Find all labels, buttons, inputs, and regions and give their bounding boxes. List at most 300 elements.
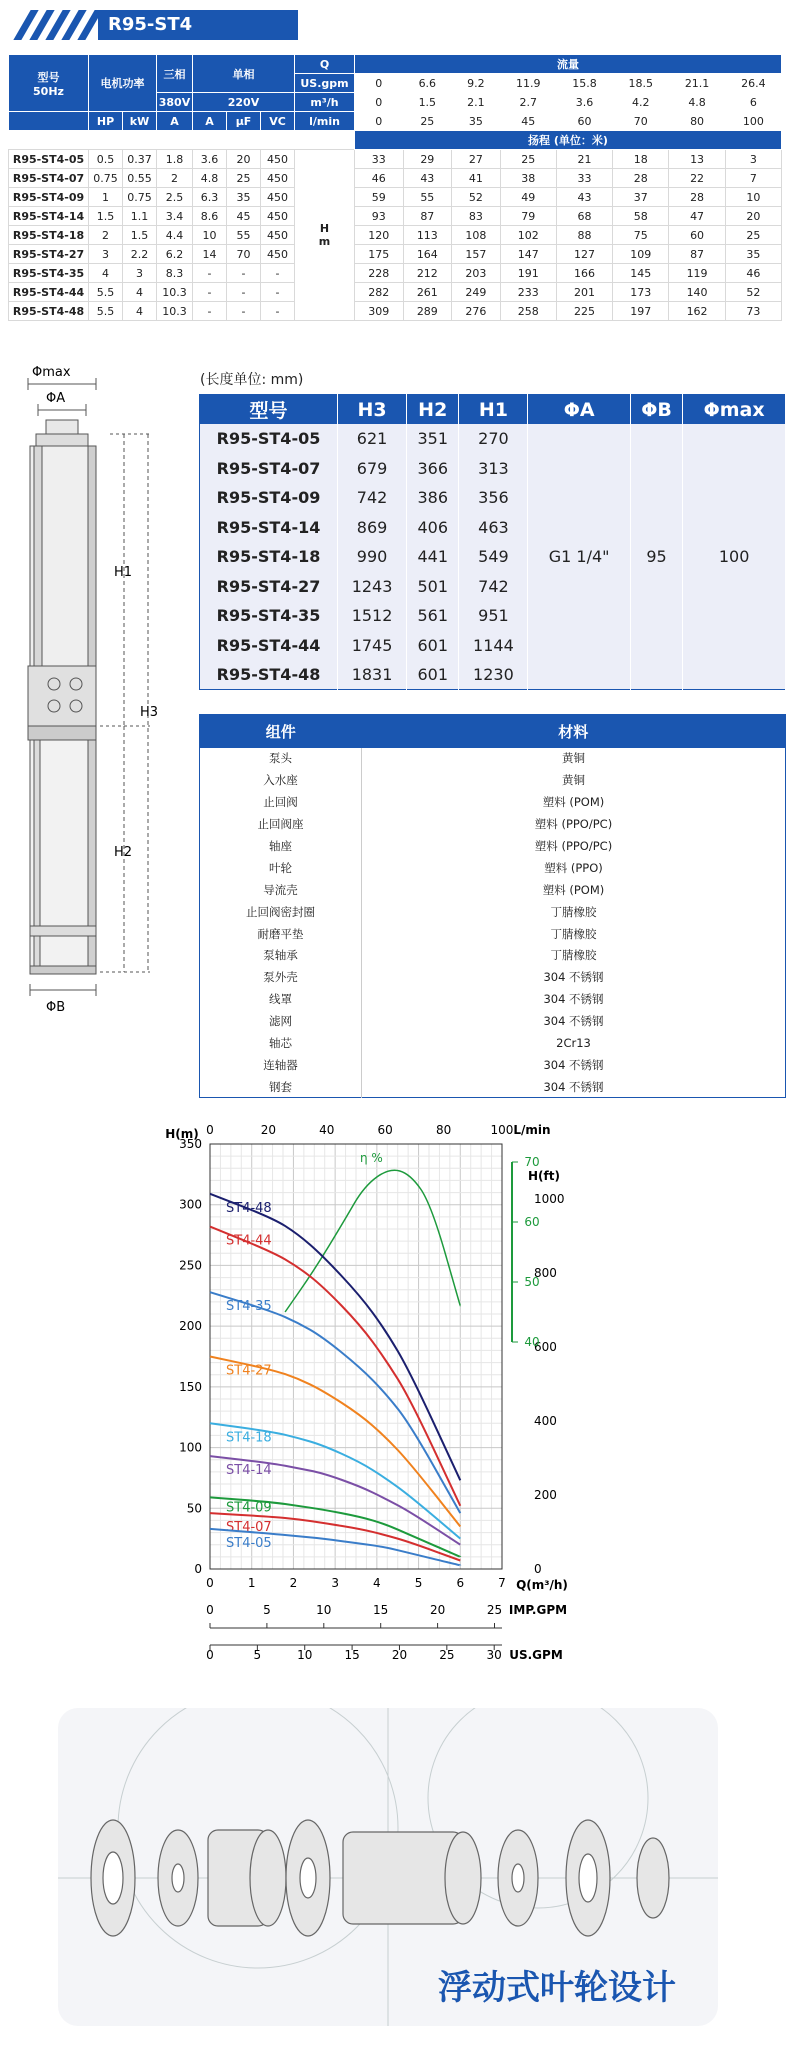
value-cell: 46 bbox=[725, 264, 781, 283]
sub-vc: VC bbox=[261, 112, 295, 131]
mat-material: 丁腈橡胶 bbox=[550, 926, 597, 941]
value-cell: 27 bbox=[452, 150, 501, 169]
value-cell: 70 bbox=[227, 245, 261, 264]
x-tick: 5 bbox=[414, 1576, 423, 1590]
value-cell: 120 bbox=[355, 226, 404, 245]
mat-part: 连轴器 bbox=[200, 1054, 362, 1076]
value-cell: 49 bbox=[500, 188, 556, 207]
dim-head-0: 型号 bbox=[200, 395, 338, 425]
value-cell: 46 bbox=[355, 169, 404, 188]
mat-part: 叶轮 bbox=[200, 857, 362, 879]
value-cell: 0.75 bbox=[89, 169, 123, 188]
mat-material: 丁腈橡胶 bbox=[550, 948, 597, 963]
value-cell: 6.2 bbox=[157, 245, 193, 264]
dim-head-3: H1 bbox=[459, 395, 528, 425]
ft-tick: 800 bbox=[534, 1265, 557, 1280]
value-cell: 43 bbox=[403, 169, 452, 188]
top-tick: 20 bbox=[260, 1123, 277, 1137]
us-tick: 15 bbox=[344, 1648, 360, 1662]
mat-part: 轴芯 bbox=[200, 1032, 362, 1054]
mat-row bbox=[200, 1010, 786, 1032]
value-cell: - bbox=[193, 264, 227, 283]
dim-value: 601 bbox=[407, 660, 459, 690]
value-cell: 25 bbox=[725, 226, 781, 245]
mat-row bbox=[200, 1054, 786, 1076]
flow-m3h-1: 1.5 bbox=[403, 93, 452, 112]
imp-tick: 20 bbox=[429, 1603, 446, 1617]
value-cell: 3 bbox=[89, 245, 123, 264]
mat-part: 耐磨平垫 bbox=[200, 923, 362, 945]
curve-label-ST4-35: ST4-35 bbox=[226, 1299, 272, 1315]
imp-tick: 0 bbox=[206, 1603, 214, 1617]
value-cell: 75 bbox=[613, 226, 669, 245]
value-cell: 191 bbox=[500, 264, 556, 283]
mat-row bbox=[200, 966, 786, 988]
value-cell: 59 bbox=[355, 188, 404, 207]
value-cell: 88 bbox=[556, 226, 612, 245]
curve-label-ST4-09: ST4-09 bbox=[226, 1500, 272, 1516]
dim-model: R95-ST4-09 bbox=[200, 483, 338, 513]
dim-value: 366 bbox=[407, 454, 459, 484]
value-cell: 35 bbox=[227, 188, 261, 207]
y-tick: 200 bbox=[179, 1319, 202, 1334]
curve-label-ST4-05: ST4-05 bbox=[226, 1535, 272, 1551]
imp-tick: 25 bbox=[486, 1603, 503, 1617]
value-cell: 203 bbox=[452, 264, 501, 283]
dim-row bbox=[200, 424, 786, 454]
value-cell: 249 bbox=[452, 283, 501, 302]
mat-material: 黄铜 bbox=[562, 773, 585, 788]
mat-part: 导流壳 bbox=[200, 879, 362, 901]
x-axis-label: Q(m³/h) bbox=[516, 1578, 568, 1592]
imp-label: IMP.GPM bbox=[508, 1603, 568, 1617]
value-cell: 197 bbox=[613, 302, 669, 321]
us-tick: 10 bbox=[297, 1648, 313, 1662]
mat-part: 泵轴承 bbox=[200, 945, 362, 967]
x-tick: 3 bbox=[331, 1576, 339, 1590]
title-banner bbox=[8, 10, 298, 40]
value-cell: 450 bbox=[261, 169, 295, 188]
col-q: Q bbox=[295, 55, 355, 74]
ft-axis-label: H(ft) bbox=[528, 1168, 560, 1183]
dim-value: 1243 bbox=[338, 572, 407, 602]
curve-label-ST4-07: ST4-07 bbox=[226, 1520, 272, 1536]
curve-label-ST4-27: ST4-27 bbox=[226, 1363, 272, 1379]
value-cell: 22 bbox=[669, 169, 725, 188]
pump-drawing bbox=[10, 366, 160, 1016]
mat-row bbox=[200, 901, 786, 923]
value-cell: 28 bbox=[669, 188, 725, 207]
eta-tick: 60 bbox=[524, 1215, 540, 1229]
model-cell: R95-ST4-07 bbox=[9, 169, 89, 188]
value-cell: 102 bbox=[500, 226, 556, 245]
value-cell: 18 bbox=[613, 150, 669, 169]
mat-row bbox=[200, 923, 786, 945]
col-three-phase: 三相 bbox=[157, 55, 193, 93]
mat-material: 塑料 (POM) bbox=[542, 795, 605, 810]
eta-tick: 40 bbox=[524, 1335, 540, 1349]
dim-head-6: Φmax bbox=[683, 395, 786, 425]
mat-row bbox=[200, 791, 786, 813]
h1-label: H1 bbox=[114, 565, 133, 580]
top-tick: 80 bbox=[435, 1123, 452, 1137]
value-cell: 8.3 bbox=[157, 264, 193, 283]
ft-tick: 200 bbox=[534, 1487, 557, 1502]
value-cell: 225 bbox=[556, 302, 612, 321]
y-tick: 100 bbox=[179, 1440, 202, 1455]
dim-model: R95-ST4-35 bbox=[200, 601, 338, 631]
value-cell: 4 bbox=[89, 264, 123, 283]
top-axis-label: L/min bbox=[513, 1123, 551, 1137]
value-cell: 450 bbox=[261, 245, 295, 264]
head-label: 扬程 (单位：米) bbox=[355, 131, 782, 150]
mat-material: 塑料 (PPO/PC) bbox=[534, 817, 613, 832]
value-cell: 127 bbox=[556, 245, 612, 264]
y-tick: 250 bbox=[179, 1258, 202, 1273]
imp-tick: 10 bbox=[316, 1603, 332, 1617]
ft-tick: 400 bbox=[534, 1413, 557, 1428]
curve-label-ST4-48: ST4-48 bbox=[226, 1200, 272, 1216]
y-axis-label: H(m) bbox=[165, 1127, 199, 1141]
dim-value: 356 bbox=[459, 483, 528, 513]
value-cell: 7 bbox=[725, 169, 781, 188]
sub-blank bbox=[9, 112, 89, 131]
value-cell: 289 bbox=[403, 302, 452, 321]
y-tick: 0 bbox=[194, 1562, 202, 1576]
value-cell: 2 bbox=[157, 169, 193, 188]
us-label: US.GPM bbox=[509, 1648, 563, 1662]
perf-row bbox=[9, 302, 782, 321]
ft-tick: 1000 bbox=[534, 1191, 565, 1206]
perf-row bbox=[9, 207, 782, 226]
unit-m3h: m³/h bbox=[295, 93, 355, 112]
value-cell: 83 bbox=[452, 207, 501, 226]
h2-label: H2 bbox=[114, 845, 133, 860]
x-tick: 0 bbox=[206, 1576, 214, 1590]
mat-row bbox=[200, 769, 786, 791]
mat-row bbox=[200, 879, 786, 901]
mat-row bbox=[200, 945, 786, 967]
value-cell: 52 bbox=[452, 188, 501, 207]
dim-value: 351 bbox=[407, 424, 459, 454]
value-cell: 37 bbox=[613, 188, 669, 207]
x-tick: 7 bbox=[498, 1576, 506, 1590]
flow-gpm-6: 21.1 bbox=[669, 74, 725, 93]
dim-phimax: 100 bbox=[683, 424, 786, 690]
mat-part: 泵头 bbox=[200, 748, 362, 770]
imp-tick: 5 bbox=[263, 1603, 271, 1617]
value-cell: 282 bbox=[355, 283, 404, 302]
mat-row bbox=[200, 748, 786, 770]
flow-gpm-1: 6.6 bbox=[403, 74, 452, 93]
col-single-phase: 单相 bbox=[193, 55, 295, 93]
us-tick: 0 bbox=[206, 1648, 214, 1662]
dim-value: 1745 bbox=[338, 631, 407, 661]
value-cell: 3.4 bbox=[157, 207, 193, 226]
value-cell: 450 bbox=[261, 207, 295, 226]
volt-220: 220V bbox=[193, 93, 295, 112]
value-cell: 157 bbox=[452, 245, 501, 264]
flow-gpm-2: 9.2 bbox=[452, 74, 501, 93]
flow-lmin-5: 70 bbox=[613, 112, 669, 131]
imp-tick: 15 bbox=[373, 1603, 389, 1617]
flow-gpm-4: 15.8 bbox=[556, 74, 612, 93]
dim-phia: G1 1/4" bbox=[528, 424, 630, 690]
dim-head-1: H3 bbox=[338, 395, 407, 425]
materials-table bbox=[199, 714, 786, 1098]
value-cell: 52 bbox=[725, 283, 781, 302]
value-cell: 173 bbox=[613, 283, 669, 302]
value-cell: 175 bbox=[355, 245, 404, 264]
col-flow: 流量 bbox=[355, 55, 782, 74]
value-cell: 3.6 bbox=[193, 150, 227, 169]
value-cell: 41 bbox=[452, 169, 501, 188]
value-cell: 6.3 bbox=[193, 188, 227, 207]
dimension-table bbox=[199, 394, 786, 690]
mat-row bbox=[200, 813, 786, 835]
flow-lmin-6: 80 bbox=[669, 112, 725, 131]
flow-lmin-7: 100 bbox=[725, 112, 781, 131]
value-cell: 4.4 bbox=[157, 226, 193, 245]
value-cell: 1.5 bbox=[89, 207, 123, 226]
value-cell: 45 bbox=[227, 207, 261, 226]
flow-gpm-7: 26.4 bbox=[725, 74, 781, 93]
value-cell: 228 bbox=[355, 264, 404, 283]
value-cell: 47 bbox=[669, 207, 725, 226]
stripes-decoration bbox=[8, 10, 98, 40]
y-tick: 350 bbox=[179, 1137, 202, 1151]
phib-label: ΦB bbox=[46, 1000, 66, 1015]
value-cell: 276 bbox=[452, 302, 501, 321]
value-cell: 20 bbox=[725, 207, 781, 226]
perf-row bbox=[9, 188, 782, 207]
flow-m3h-6: 4.8 bbox=[669, 93, 725, 112]
eta-tick: 50 bbox=[524, 1275, 540, 1289]
value-cell: 140 bbox=[669, 283, 725, 302]
perf-row bbox=[9, 264, 782, 283]
value-cell: 2.2 bbox=[123, 245, 157, 264]
value-cell: - bbox=[193, 283, 227, 302]
col-power: 电机功率 bbox=[89, 55, 157, 112]
mat-material: 304 不锈钢 bbox=[543, 992, 604, 1007]
dim-model: R95-ST4-27 bbox=[200, 572, 338, 602]
value-cell: 3 bbox=[725, 150, 781, 169]
dim-model: R95-ST4-18 bbox=[200, 542, 338, 572]
mat-part: 钢套 bbox=[200, 1076, 362, 1098]
value-cell: 164 bbox=[403, 245, 452, 264]
value-cell: - bbox=[227, 283, 261, 302]
flow-m3h-0: 0 bbox=[355, 93, 404, 112]
mat-head-material: 材料 bbox=[362, 715, 786, 748]
flow-m3h-4: 3.6 bbox=[556, 93, 612, 112]
mat-row bbox=[200, 1032, 786, 1054]
perf-row bbox=[9, 169, 782, 188]
value-cell: 10 bbox=[193, 226, 227, 245]
dim-value: 742 bbox=[338, 483, 407, 513]
sub-hp: HP bbox=[89, 112, 123, 131]
dim-value: 386 bbox=[407, 483, 459, 513]
value-cell: 33 bbox=[355, 150, 404, 169]
dim-value: 1831 bbox=[338, 660, 407, 690]
head-unit: H m bbox=[295, 150, 355, 321]
mat-row bbox=[200, 857, 786, 879]
ft-tick: 0 bbox=[534, 1562, 542, 1576]
dim-value: 463 bbox=[459, 513, 528, 543]
top-tick: 0 bbox=[206, 1123, 214, 1137]
mat-part: 滤网 bbox=[200, 1010, 362, 1032]
sub-uf: μF bbox=[227, 112, 261, 131]
volt-380: 380V bbox=[157, 93, 193, 112]
value-cell: 4 bbox=[123, 302, 157, 321]
value-cell: 450 bbox=[261, 226, 295, 245]
value-cell: 25 bbox=[227, 169, 261, 188]
dim-value: 406 bbox=[407, 513, 459, 543]
mat-part: 止回阀密封圈 bbox=[200, 901, 362, 923]
value-cell: - bbox=[193, 302, 227, 321]
model-cell: R95-ST4-44 bbox=[9, 283, 89, 302]
value-cell: 43 bbox=[556, 188, 612, 207]
perf-row bbox=[9, 245, 782, 264]
value-cell: 450 bbox=[261, 150, 295, 169]
dim-phib: 95 bbox=[630, 424, 682, 690]
sub-a: A bbox=[157, 112, 193, 131]
curve-label-ST4-14: ST4-14 bbox=[226, 1463, 272, 1479]
value-cell: 0.37 bbox=[123, 150, 157, 169]
top-tick: 100 bbox=[490, 1123, 514, 1137]
dim-value: 951 bbox=[459, 601, 528, 631]
y-tick: 300 bbox=[179, 1197, 202, 1212]
dim-value: 1230 bbox=[459, 660, 528, 690]
value-cell: 201 bbox=[556, 283, 612, 302]
value-cell: 119 bbox=[669, 264, 725, 283]
dim-value: 501 bbox=[407, 572, 459, 602]
mat-material: 304 不锈钢 bbox=[543, 1057, 604, 1072]
mat-row bbox=[200, 988, 786, 1010]
x-tick: 6 bbox=[456, 1576, 465, 1590]
value-cell: 1 bbox=[89, 188, 123, 207]
value-cell: 309 bbox=[355, 302, 404, 321]
unit-lmin: l/min bbox=[295, 112, 355, 131]
value-cell: - bbox=[261, 302, 295, 321]
us-tick: 30 bbox=[486, 1648, 502, 1662]
value-cell: 87 bbox=[403, 207, 452, 226]
dim-value: 1512 bbox=[338, 601, 407, 631]
dim-value: 869 bbox=[338, 513, 407, 543]
value-cell: 79 bbox=[500, 207, 556, 226]
top-tick: 40 bbox=[319, 1123, 335, 1137]
value-cell: 233 bbox=[500, 283, 556, 302]
value-cell: 68 bbox=[556, 207, 612, 226]
mat-part: 止回阀座 bbox=[200, 813, 362, 835]
model-cell: R95-ST4-35 bbox=[9, 264, 89, 283]
value-cell: 33 bbox=[556, 169, 612, 188]
value-cell: 10.3 bbox=[157, 283, 193, 302]
mat-material: 304 不锈钢 bbox=[543, 1079, 604, 1094]
value-cell: 20 bbox=[227, 150, 261, 169]
eta-label: η % bbox=[359, 1151, 383, 1165]
value-cell: 2.5 bbox=[157, 188, 193, 207]
perf-row bbox=[9, 226, 782, 245]
value-cell: 60 bbox=[669, 226, 725, 245]
model-cell: R95-ST4-05 bbox=[9, 150, 89, 169]
performance-table bbox=[8, 54, 782, 321]
value-cell: 4 bbox=[123, 283, 157, 302]
top-tick: 60 bbox=[377, 1123, 393, 1137]
value-cell: 4.8 bbox=[193, 169, 227, 188]
mat-part: 轴座 bbox=[200, 835, 362, 857]
x-tick: 2 bbox=[289, 1576, 298, 1590]
flow-lmin-1: 25 bbox=[403, 112, 452, 131]
value-cell: 38 bbox=[500, 169, 556, 188]
ft-tick: 600 bbox=[534, 1339, 557, 1354]
dim-value: 313 bbox=[459, 454, 528, 484]
x-tick: 4 bbox=[373, 1576, 381, 1590]
dim-model: R95-ST4-14 bbox=[200, 513, 338, 543]
flow-lmin-4: 60 bbox=[556, 112, 612, 131]
value-cell: 58 bbox=[613, 207, 669, 226]
mat-material: 304 不锈钢 bbox=[543, 1014, 604, 1029]
dim-model: R95-ST4-44 bbox=[200, 631, 338, 661]
dim-model: R95-ST4-07 bbox=[200, 454, 338, 484]
mat-part: 泵外壳 bbox=[200, 966, 362, 988]
value-cell: - bbox=[261, 283, 295, 302]
value-cell: 29 bbox=[403, 150, 452, 169]
value-cell: 73 bbox=[725, 302, 781, 321]
value-cell: 21 bbox=[556, 150, 612, 169]
model-cell: R95-ST4-18 bbox=[9, 226, 89, 245]
mat-part: 入水座 bbox=[200, 769, 362, 791]
value-cell: 212 bbox=[403, 264, 452, 283]
sub-a2: A bbox=[193, 112, 227, 131]
dim-head-2: H2 bbox=[407, 395, 459, 425]
unit-gpm: US.gpm bbox=[295, 74, 355, 93]
curve-label-ST4-44: ST4-44 bbox=[226, 1233, 272, 1249]
us-tick: 5 bbox=[253, 1648, 262, 1662]
flow-lmin-0: 0 bbox=[355, 112, 404, 131]
mat-material: 丁腈橡胶 bbox=[550, 904, 597, 919]
dim-value: 679 bbox=[338, 454, 407, 484]
mat-part: 止回阀 bbox=[200, 791, 362, 813]
value-cell: 8.6 bbox=[193, 207, 227, 226]
flow-gpm-0: 0 bbox=[355, 74, 404, 93]
us-tick: 25 bbox=[439, 1648, 455, 1662]
value-cell: 0.75 bbox=[123, 188, 157, 207]
mat-material: 塑料 (PPO/PC) bbox=[534, 839, 613, 853]
mat-head-part: 组件 bbox=[200, 715, 362, 748]
value-cell: 93 bbox=[355, 207, 404, 226]
dim-value: 621 bbox=[338, 424, 407, 454]
eta-tick: 70 bbox=[524, 1155, 540, 1169]
value-cell: 261 bbox=[403, 283, 452, 302]
performance-chart bbox=[140, 1118, 600, 1698]
mat-row bbox=[200, 1076, 786, 1098]
feature-caption: 浮动式叶轮设计 bbox=[438, 1968, 676, 2008]
dim-value: 549 bbox=[459, 542, 528, 572]
perf-row bbox=[9, 283, 782, 302]
dim-model: R95-ST4-05 bbox=[200, 424, 338, 454]
value-cell: 87 bbox=[669, 245, 725, 264]
value-cell: 1.8 bbox=[157, 150, 193, 169]
us-tick: 20 bbox=[391, 1648, 408, 1662]
value-cell: 5.5 bbox=[89, 302, 123, 321]
y-tick: 150 bbox=[179, 1379, 202, 1394]
h3-label: H3 bbox=[140, 705, 159, 720]
phia-label: ΦA bbox=[46, 391, 66, 406]
value-cell: 162 bbox=[669, 302, 725, 321]
dim-model: R95-ST4-48 bbox=[200, 660, 338, 690]
unit-note: (长度单位: mm) bbox=[200, 372, 304, 388]
phimax-label: Φmax bbox=[32, 366, 71, 380]
